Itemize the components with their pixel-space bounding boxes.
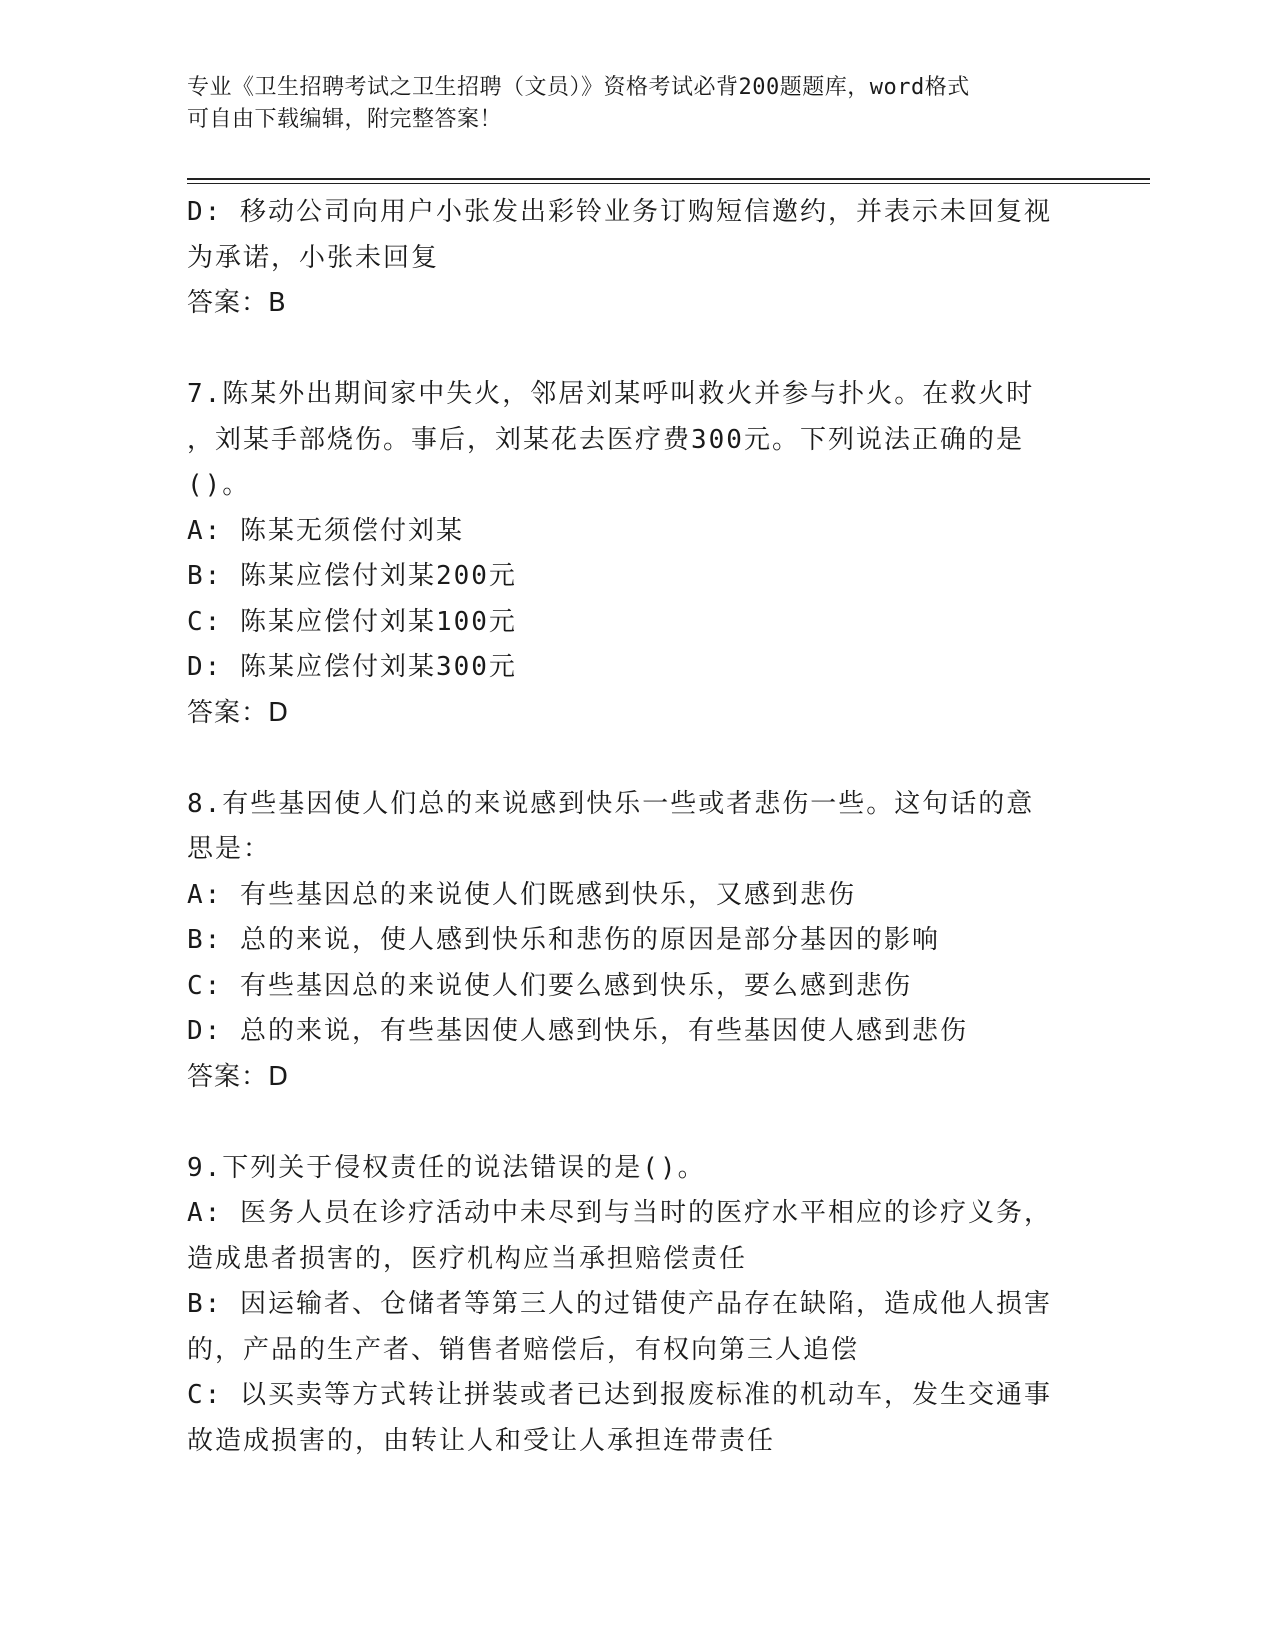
question-8 <box>187 782 1087 1101</box>
spacer <box>187 1100 1087 1146</box>
option-b-line-2: 的，产品的生产者、销售者赔偿后，有权向第三人追偿 <box>187 1334 860 1365</box>
header-title-line-1: 专业《卫生招聘考试之卫生招聘（文员）》资格考试必背200题题库，word格式 <box>187 75 970 100</box>
option-d: D: 总的来说，有些基因使人感到快乐，有些基因使人感到悲伤 <box>187 1016 968 1046</box>
option-c: C: 有些基因总的来说使人们要么感到快乐，要么感到悲伤 <box>187 970 912 1001</box>
document-body <box>187 190 1087 1464</box>
option-a: A: 陈某无须偿付刘某 <box>187 515 464 546</box>
option-c-line-1: C: 以买卖等方式转让拼装或者已达到报废标准的机动车，发生交通事 <box>187 1380 1052 1410</box>
option-a-line-2: 造成患者损害的，医疗机构应当承担赔偿责任 <box>187 1243 748 1274</box>
question-7 <box>187 372 1087 736</box>
answer-text: 答案：B <box>187 288 287 318</box>
option-b: B: 陈某应偿付刘某200元 <box>187 561 517 591</box>
option-d-line-2: 为承诺，小张未回复 <box>187 242 440 273</box>
question-stem-line: ()。 <box>187 470 251 500</box>
option-b: B: 总的来说，使人感到快乐和悲伤的原因是部分基因的影响 <box>187 925 940 955</box>
option-d: D: 陈某应偿付刘某300元 <box>187 652 517 682</box>
question-stem-line: 7.陈某外出期间家中失火，邻居刘某呼叫救火并参与扑火。在救火时 <box>187 379 1035 409</box>
header-divider-thin <box>187 183 1150 184</box>
document-header <box>187 72 1087 136</box>
answer-text: 答案：D <box>187 1061 290 1092</box>
question-9 <box>187 1146 1087 1465</box>
option-b-line-1: B: 因运输者、仓储者等第三人的过错使产品存在缺陷，造成他人损害 <box>187 1289 1052 1319</box>
answer-text: 答案：D <box>187 697 290 728</box>
option-a: A: 有些基因总的来说使人们既感到快乐，又感到悲伤 <box>187 879 856 910</box>
header-divider-thick <box>187 178 1150 180</box>
header-title-line-2: 可自由下载编辑，附完整答案！ <box>187 107 503 132</box>
option-c-line-2: 故造成损害的，由转让人和受让人承担连带责任 <box>187 1425 776 1456</box>
question-stem-line: ，刘某手部烧伤。事后，刘某花去医疗费300元。下列说法正确的是 <box>187 424 1024 455</box>
option-a-line-1: A: 医务人员在诊疗活动中未尽到与当时的医疗水平相应的诊疗义务， <box>187 1198 1052 1228</box>
question-stem-line: 思是： <box>187 834 272 864</box>
prev-question-tail <box>187 190 1087 327</box>
spacer <box>187 736 1087 782</box>
spacer <box>187 327 1087 373</box>
option-d-line-1: D: 移动公司向用户小张发出彩铃业务订购短信邀约，并表示未回复视 <box>187 197 1052 227</box>
question-stem-line: 8.有些基因使人们总的来说感到快乐一些或者悲伤一些。这句话的意 <box>187 788 1035 819</box>
option-c: C: 陈某应偿付刘某100元 <box>187 606 517 637</box>
question-stem-line: 9.下列关于侵权责任的说法错误的是()。 <box>187 1152 706 1183</box>
